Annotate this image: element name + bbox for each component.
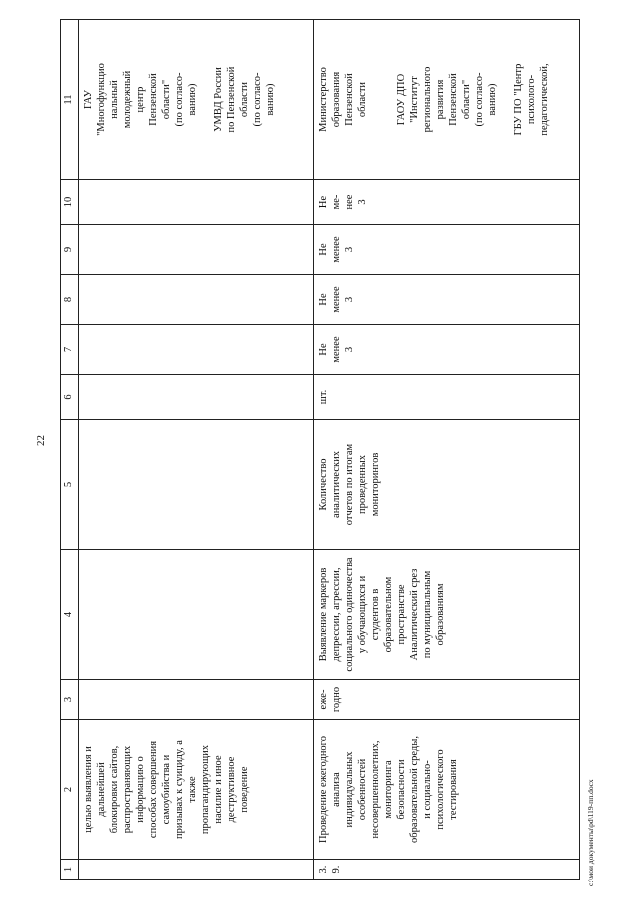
table-cell xyxy=(79,375,314,420)
table-cell xyxy=(79,420,314,550)
table-cell xyxy=(79,275,314,325)
column-number: 6 xyxy=(61,375,79,420)
target-value: Не менее 3 xyxy=(314,275,580,325)
footer-file-path: c:\мои документы\pd\119-пп.docx xyxy=(586,779,595,886)
table-cell xyxy=(79,225,314,275)
column-number: 11 xyxy=(61,20,79,180)
target-value: Не ме- нее 3 xyxy=(314,180,580,225)
row-number: 3.9. xyxy=(314,860,580,880)
table-cell xyxy=(79,860,314,880)
column-number: 2 xyxy=(61,720,79,860)
indicator: Количество аналитических отчетов по итогам проведенных мониторингов xyxy=(314,420,580,550)
responsible-executors: Министерство образования Пензенской области ГАОУ ДПО "Институт регионального развития Пензенской области" (по согласо- ванию) ГБУ ПО "Центр психолого- педагогической, xyxy=(314,20,580,180)
column-number-row xyxy=(61,20,79,880)
table-cell xyxy=(79,325,314,375)
table-cell xyxy=(79,180,314,225)
column-number: 10 xyxy=(61,180,79,225)
table-cell: ГАУ "Многофункцио нальный молодежный центр Пензенской области" (по согласо- ванию) УМВД России по Пензенской области (по согласо- ванию) xyxy=(79,20,314,180)
continuation-row xyxy=(79,20,314,880)
column-number: 1 xyxy=(61,860,79,880)
expected-result: Выявление маркеров депрессии, агрессии, социального одиночества у обучающихся и студентов в образовательном пространстве Аналитический срез по муниципальным образованиям xyxy=(314,550,580,680)
deadline: еже- годно xyxy=(314,680,580,720)
table-cell xyxy=(79,680,314,720)
target-value: Не менее 3 xyxy=(314,225,580,275)
table-row-3-9 xyxy=(314,20,580,880)
page-number: 22 xyxy=(35,435,47,446)
column-number: 9 xyxy=(61,225,79,275)
measure-name: Проведение ежегодного анализа индивидуальных особенностей несовершеннолетних, мониторинга безопасности образовательной среды, и социально- психологического тестирования xyxy=(314,720,580,860)
column-number: 5 xyxy=(61,420,79,550)
measures-table xyxy=(60,20,580,880)
table-cell: целью выявления и дальнейшей блокировки сайтов, распространяющих информацию о способах совершения самоубийства и призывах к суициду, а также пропагандирующих насилие и иное деструктивное поведение xyxy=(79,720,314,860)
table-cell xyxy=(79,550,314,680)
target-value: Не менее 3 xyxy=(314,325,580,375)
column-number: 8 xyxy=(61,275,79,325)
column-number: 3 xyxy=(61,680,79,720)
column-number: 4 xyxy=(61,550,79,680)
column-number: 7 xyxy=(61,325,79,375)
unit: шт. xyxy=(314,375,580,420)
